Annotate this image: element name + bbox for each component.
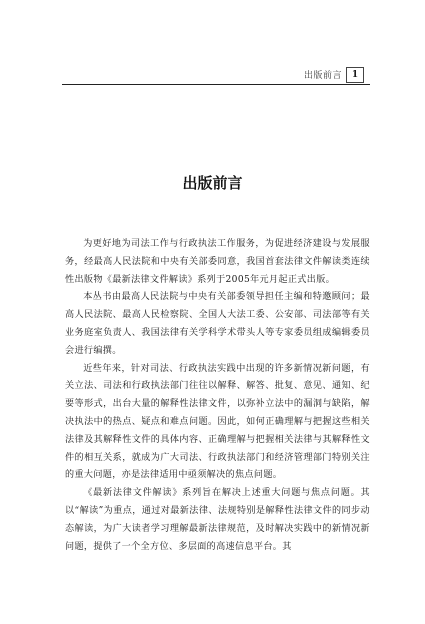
header-rule	[62, 84, 370, 85]
paragraph: 《最新法律文件解读》系列旨在解决上述重大问题与焦点问题。其以“解读”为重点，通过对最新法律、法规特别是解释性法律文件的同步动态解读，为广大读者学习理解最新法律规范，及时解决实践中的新情况新问题，提供了一个全方位、多层面的高速信息平台。其	[65, 488, 370, 552]
paragraph: 为更好地为司法工作与行政执法工作服务，为促进经济建设与发展服务，经最高人民法院和中央有关部委同意，我国首套法律文件解读类连续性出版物《最新法律文件解读》系列于2005年元月起正式出版。	[65, 239, 370, 285]
running-head	[62, 67, 370, 83]
paragraph: 近些年来，针对司法、行政执法实践中出现的许多新情况新问题，有关立法、司法和行政执法部门往往以解释、解答、批复、意见、通知、纪要等形式，出台大量的解释性法律文件，以弥补立法中的漏洞与缺陷，解决执法中的热点、疑点和难点问题。因此，如何正确理解与把握这些相关法律及其解释性文件的具体内容、正确理解与把握相关法律与其解释性文件的相互关系，就成为广大司法、行政执法部门和经济管理部门特别关注的重大问题，亦是法律适用中亟须解决的焦点问题。	[65, 363, 370, 481]
running-head-title: 出版前言	[303, 71, 342, 81]
page-number: 1	[346, 67, 364, 83]
page-title: 出版前言	[182, 174, 243, 192]
body-text	[65, 236, 370, 556]
paragraph: 本丛书由最高人民法院与中央有关部委领导担任主编和特邀顾问；最高人民法院、最高人民检察院、全国人大法工委、公安部、司法部等有关业务庭室负责人、我国法律有关学科学术带头人等专家委员组成编辑委员会进行编撰。	[65, 292, 370, 356]
